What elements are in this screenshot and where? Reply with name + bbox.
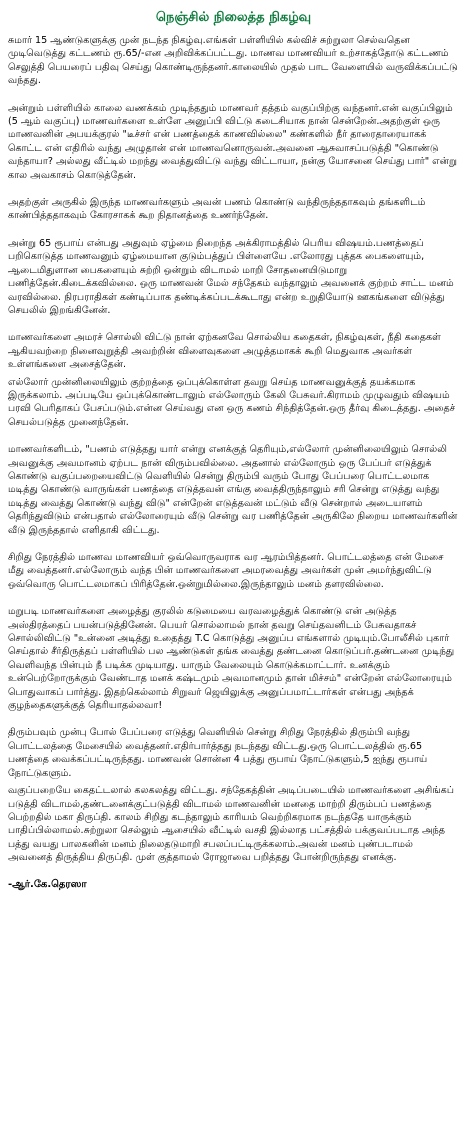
author-signature: -ஆர்.கே.தெரஸா xyxy=(8,878,87,890)
paragraph-10: திரும்பவும் முன்பு போல் பேப்பரை எடுத்து வெளியில் சென்று சிறிது நேரத்தில் திரும்பி வந்து பொட்டலத்தை மேசையில் வைத்தனர்.எதிர்பார்த்தது நடந்தது விட்டது.ஒரு பொட்டலத்தில் ரூ.65 பணத்தை வைக்கப்பட்டிருந்தது. மாணவன் சொன்ன 4 பத்து ரூபாய் நோட்டுகளும்,5 ஐந்து ரூபாய் நோட்டுகளும். xyxy=(8,727,428,779)
paragraph-7: மாணவர்களிடம், "பணம் எடுத்தது யார் என்று எனக்குத் தெரியும்,எல்லோர் முன்னிலையிலும் சொல்லி அவனுக்கு அவமானம் ஏற்பட நான் விரும்பவில்லை. அதனால் எல்லோரும் ஒரு பேப்பர் எடுத்துக் கொண்டு வகுப்பறையைவிட்டு வெளியில் சென்று திரும்பி வரும் போது பேப்பரை பொட்டலமாக மடித்து கொண்டு வாருங்கள் பணத்தை எடுத்தவன் எங்கு வைத்திருந்தாலும் சரி சென்று எடுத்து வந்து மடித்து வைத்து கொண்டு வந்து விடு" என்றேன் எடுத்தவன் மட்டும் வீடு சென்றால் அடையாளம் தெரிந்துவிடும் என்பதால் எல்லோரையும் வீடு சென்று வர பணித்தேன் அருகிலே நிறைய மாணவர்களின் வீடு இருந்ததால் எளிதாகி விட்டது. xyxy=(8,444,458,536)
paragraph-5: மாணவர்களை அமரச் சொல்லி விட்டு நான் ஏற்கனவே சொல்லிய கதைகள், நிகழ்வுகள், நீதி கதைகள் ஆகியவற்றை நினைவுறுத்தி அவற்றின் விளைவுகளை அழுத்தமாகக் கூறி மெதுவாக அவர்கள் உள்ளங்களை அசைத்தேன். xyxy=(8,332,441,371)
paragraph-6: எல்லோர் முன்னிலையிலும் குற்றத்தை ஒப்புக்கொள்ள தவறு செய்த மாணவனுக்குத் தயக்கமாக இருக்கலாம். அப்படியே ஒப்புக்கொண்டாலும் எல்லோரும் கேலி பேசுவர்.கிராமம் முழுவதும் விஷயம் பரவி பெரிதாகப் பேசப்படும்.என்ன செய்வது என ஒரு கணம் சிந்தித்தேன்.ஒரு தீர்வு கிடைத்தது. அதைச் செயல்படுத்த முனைந்தேன். xyxy=(8,376,456,428)
paragraph-11: வகுப்பறையே கைதட்டலால் கலகலத்து விட்டது. சந்தேகத்தின் அடிப்படையில் மாணவர்களை அசிங்கப் படுத்தி விடாமல்,தண்டனைக்குட்படுத்தி விடாமல் மாணவனின் மனதை மாற்றி திரும்பப் பணத்தை பெற்றதில் மகா திருப்தி. காலம் சிறிது கடந்தாலும் காரியம் வெற்றிகரமாக நடந்ததே யாருக்கும் பாதிப்பில்லாமல்.சுற்றுலா செல்லும் ஆசையில் வீட்டில் வசதி இல்லாத பட்சத்தில் பக்குவப்படாத அந்த பத்து வயது பாலகனின் மனம் நிலைதடுமாறி சபலப்பட்டிருக்கலாம்.அவன் மனம் புண்படாமல் அவனைத் திருத்திய திருப்தி. முள் குத்தாமல் ரோஜாவை பறித்தது போன்றிருந்தது எனக்கு. xyxy=(8,785,454,864)
paragraph-9: மறுபடி மாணவர்களை அழைத்து குரலில் கடுமையை வரவழைத்துக் கொண்டு என் அடுத்த அஸ்திரத்தைப் பயன்படுத்தினேன். பெயர் சொல்லாமல் நான் தவறு செய்தவனிடம் பேசுவதாகச் சொல்லிவிட்டு "உன்னை அடித்து உதைத்து T.C கொடுத்து அனுப்ப எங்களால் முடியும்.போலீசில் புகார் செய்தால் சீர்திருத்தப் பள்ளியில் பல ஆண்டுகள் தங்க வைத்து தண்டனை கொடுப்பர்.தண்டனை முடிந்து வெளிவந்த பின்பும் நீ படிக்க முடியாது. யாரும் வேலையும் கொடுக்கமாட்டார். உனக்கும் உன்பெற்றோருக்கும் வேண்டாத மனக் கஷ்டமும் அவமானமும் தான் மிச்சம்" என்றேன் எல்லோரையும் பொதுவாகப் பார்த்து. இதற்கெல்லாம் சிறுவர் ஜெயிலுக்கு அனுப்பமாட்டார்கள் என்பது அந்தக் குழந்தைகளுக்குத் தெரியாதல்லவா! xyxy=(8,606,455,712)
paragraph-4: அன்று 65 ரூபாய் என்பது அதுவும் ஏழ்மை நிறைந்த அக்கிராமத்தில் பெரிய விஷயம்.பணத்தைப் பறிகொடுத்த மாணவனும் ஏழ்மையான குடும்பத்துப் பிள்ளையே .எலோரது புத்தக பைகளையும், ஆடைமிதுளான பைகளையும் சுற்றி ஒன்றும் விடாமல் மாறி சோதனையிடுமாறு பணித்தேன்.கிடைக்கவில்லை. ஒரு மாணவன் மேல் சந்தேகம் வந்தாலும் அவனைக் குற்றம் சாட்ட மனம் வரவில்லை. நிரபராதிகள் கண்டிப்பாக தண்டிக்கப்படக்கூடாது என்ற உறுதியோடு ஊகங்களை விடுத்து செயலில் இறங்கினேன். xyxy=(8,237,454,316)
paragraph-1: சுமார் 15 ஆண்டுகளுக்கு முன் நடந்த நிகழ்வு.எங்கள் பள்ளியில் கல்விச் சுற்றுலா செல்வதென முடிவெடுத்து கட்டணம் ரூ.65/-என அறிவிக்கப்பட்டது. மாணவ மாணவியர் உற்சாகத்தோடு கட்டணம் செலுத்தி பெயரைப் பதிவு செய்து கொண்டிருந்தனர்.காலையில் முதல் பாட வேளையில் வருவிக்கப்பட்டு வந்தது. xyxy=(8,35,458,87)
article-title: நெஞ்சில் நிலைத்த நிகழ்வு xyxy=(155,10,312,25)
paragraph-2: அன்றும் பள்ளியில் காலை வணக்கம் முடிந்ததும் மாணவர் தத்தம் வகுப்பிற்கு வந்தனர்.என் வகுப்பிலும் (5 ஆம் வகுப்பு) மாணவர்களை உள்ளே அனுப்பி விட்டு கடைசியாக நான் சென்றேன்.அதற்குள் ஒரு மாணவனின் அபயக்குரல் "டீச்சர் என் பணத்தைக் காணவில்லை" கண்களில் நீர் தாரைதாரையாகக் கொட்ட என் எதிரில் வந்து அழுதான் என் மாணவனொருவன்.அவனை ஆசுவாசப்படுத்தி "கொண்டு வந்தாயா? அல்லது வீட்டில் மறந்து வைத்துவிட்டு வந்து விட்டாயா, நன்கு யோசனை செய்து பார்" என்று கால அவகாசம் கொடுத்தேன். xyxy=(8,102,457,181)
paragraph-8: சிறிது நேரத்தில் மாணவ மாணவியர் ஒவ்வொருவராக வர ஆரம்பித்தனர். பொட்டலத்தை என் மேசை மீது வைத்தனர்.எல்லோரும் வந்த பின் மாணவர்களை அமரவைத்து அவர்கள் முன் அமர்ந்துவிட்டு ஒவ்வொரு பொட்டலமாகப் பிரித்தேன்.ஒன்றுமில்லை.இருந்தாலும் மனம் தளரவில்லை. xyxy=(8,552,444,590)
paragraph-3: அதற்குள் அருகில் இருந்த மாணவர்களும் அவன் பணம் கொண்டு வந்திருந்ததாகவும் தங்களிடம் காண்பித்ததாகவும் கோரசாகக் கூற நிதானத்தை உணர்ந்தேன். xyxy=(8,197,426,222)
